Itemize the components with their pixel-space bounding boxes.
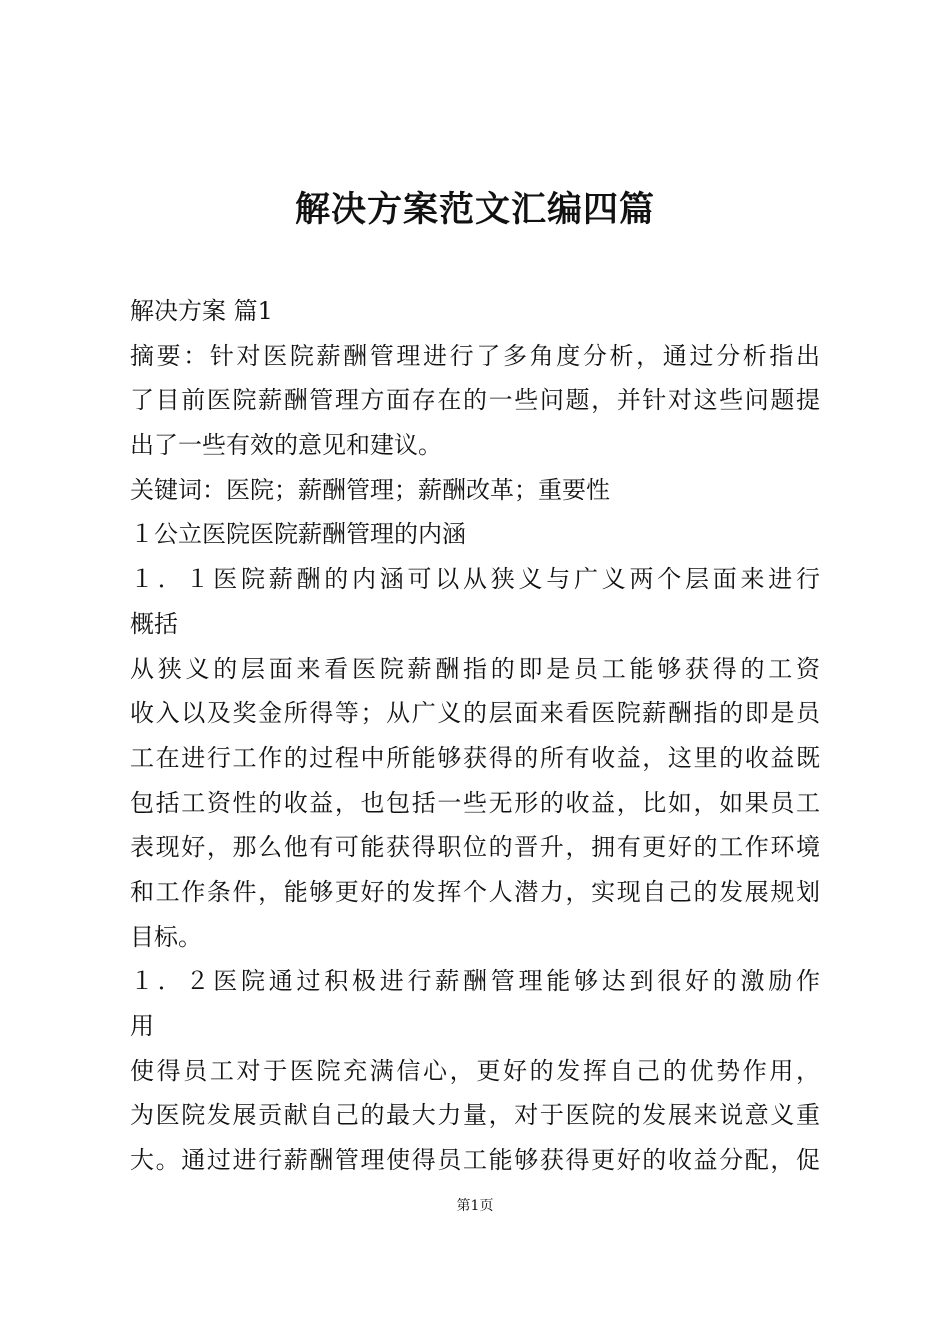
document-title: 解决方案范文汇编四篇 [294, 189, 655, 230]
paragraph-line: 为医院发展贡献自己的最大力量，对于医院的发展来说意义重 [130, 1101, 820, 1130]
paragraph-line: 包括工资性的收益，也包括一些无形的收益，比如，如果员工 [130, 788, 820, 817]
paragraph-line: 收入以及奖金所得等；从广义的层面来看医院薪酬指的即是员 [130, 699, 820, 728]
paragraph-line: 目标。 [130, 922, 202, 951]
paragraph-line: 工在进行工作的过程中所能够获得的所有收益，这里的收益既 [130, 743, 820, 772]
subsection-heading: 用 [130, 1012, 154, 1040]
paragraph-line: 表现好，那么他有可能获得职位的晋升，拥有更好的工作环境 [130, 833, 820, 862]
subsection-heading: 概括 [130, 609, 178, 638]
subsection-heading: １公立医院医院薪酬管理的内涵 [130, 520, 466, 549]
document-body [130, 289, 820, 1183]
subsection-heading: １．２医院通过积极进行薪酬管理能够达到很好的激励作 [130, 967, 820, 996]
abstract-line: 了目前医院薪酬管理方面存在的一些问题，并针对这些问题提 [130, 386, 820, 415]
section-heading: 解决方案 篇1 [130, 297, 273, 325]
abstract-line: 摘要：针对医院薪酬管理进行了多角度分析，通过分析指出 [130, 341, 820, 370]
subsection-heading: １．１医院薪酬的内涵可以从狭义与广义两个层面来进行 [130, 565, 820, 594]
paragraph-line: 大。通过进行薪酬管理使得员工能够获得更好的收益分配，促 [130, 1146, 820, 1175]
paragraph-line: 从狭义的层面来看医院薪酬指的即是员工能够获得的工资 [130, 654, 820, 683]
paragraph-line: 使得员工对于医院充满信心，更好的发挥自己的优势作用， [130, 1056, 820, 1085]
page-number: 第1页 [456, 1198, 494, 1214]
keywords-line: 关键词：医院；薪酬管理；薪酬改革；重要性 [130, 475, 610, 504]
paragraph-line: 和工作条件，能够更好的发挥个人潜力，实现自己的发展规划 [130, 877, 820, 906]
abstract-line: 出了一些有效的意见和建议。 [130, 431, 442, 460]
